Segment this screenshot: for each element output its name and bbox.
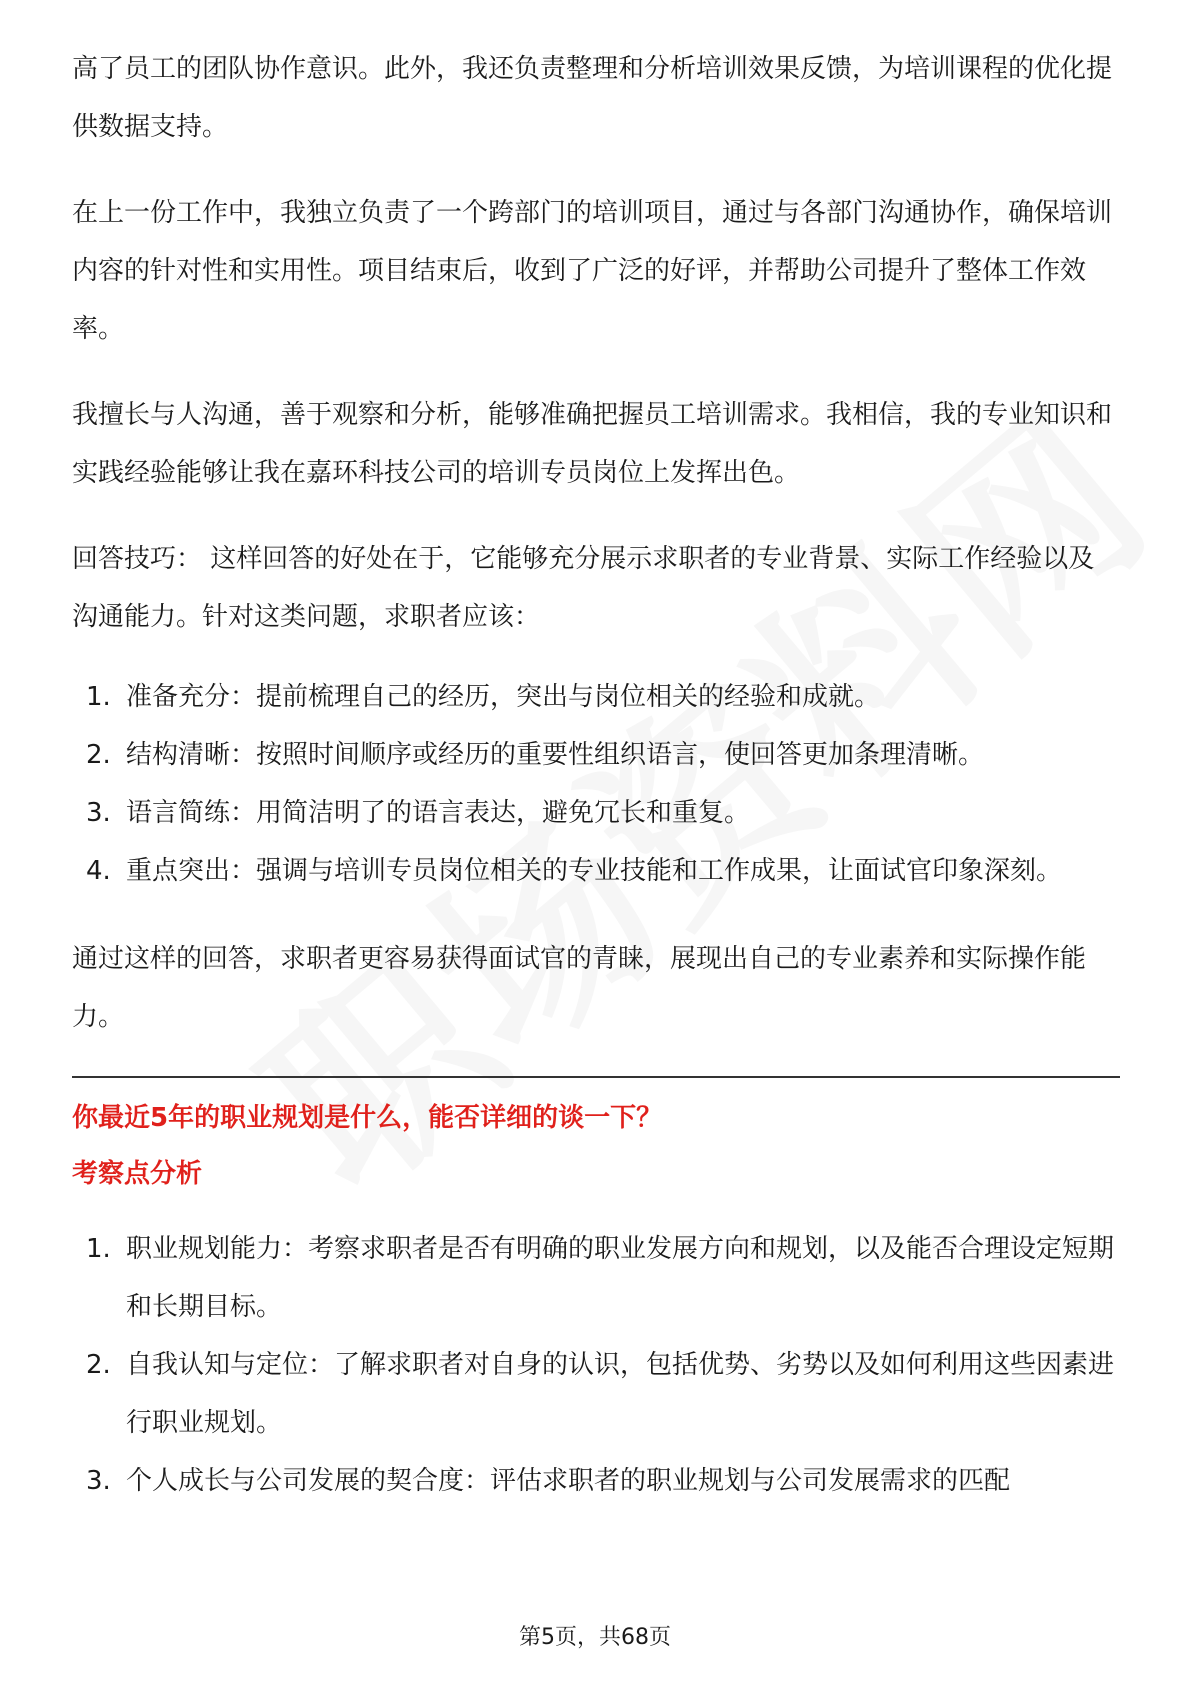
list-item: 3. 个人成长与公司发展的契合度：评估求职者的职业规划与公司发展需求的匹配 [86,1466,1011,1496]
page-number: 第5页，共68页 [519,1625,671,1650]
tips-list [72,668,1120,900]
list-item: 2. 自我认知与定位：了解求职者对自身的认识，包括优势、劣势以及如何利用这些因素进行职业规划。 [86,1350,1115,1438]
section-divider [72,1076,1120,1078]
list-item: 1. 准备充分：提前梳理自己的经历，突出与岗位相关的经验和成就。 [86,682,881,712]
paragraph-1: 高了员工的团队协作意识。此外，我还负责整理和分析培训效果反馈，为培训课程的优化提供数据支持。 [72,54,1113,142]
list-item: 2. 结构清晰：按照时间顺序或经历的重要性组织语言，使回答更加条理清晰。 [86,740,985,770]
question-heading: 你最近5年的职业规划是什么，能否详细的谈一下？ [72,1103,663,1133]
conclusion: 通过这样的回答，求职者更容易获得面试官的青睐，展现出自己的专业素养和实际操作能力。 [72,944,1087,1032]
analysis-list [72,1220,1120,1510]
document-page [72,40,1120,1540]
list-item: 1. 职业规划能力：考察求职者是否有明确的职业发展方向和规划，以及能否合理设定短期和长期目标。 [86,1234,1115,1322]
list-item: 3. 语言简练：用简洁明了的语言表达，避免冗长和重复。 [86,798,751,828]
tips-intro: 回答技巧： 这样回答的好处在于，它能够充分展示求职者的专业背景、实际工作经验以及沟通能力。针对这类问题，求职者应该： [72,544,1095,632]
paragraph-2: 在上一份工作中，我独立负责了一个跨部门的培训项目，通过与各部门沟通协作，确保培训内容的针对性和实用性。项目结束后，收到了广泛的好评，并帮助公司提升了整体工作效率。 [72,198,1113,344]
paragraph-3: 我擅长与人沟通，善于观察和分析，能够准确把握员工培训需求。我相信，我的专业知识和实践经验能够让我在嘉环科技公司的培训专员岗位上发挥出色。 [72,400,1113,488]
analysis-heading: 考察点分析 [72,1159,203,1189]
list-item: 4. 重点突出：强调与培训专员岗位相关的专业技能和工作成果，让面试官印象深刻。 [86,856,1063,886]
